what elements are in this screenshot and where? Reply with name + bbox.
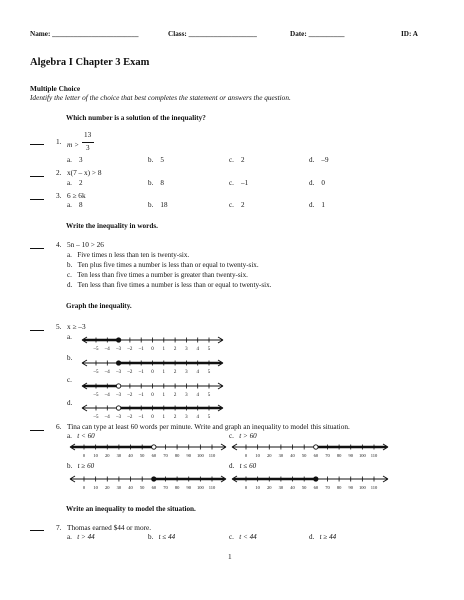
tick-label: 2: [173, 347, 177, 352]
answer-blank-4[interactable]: [30, 248, 44, 249]
tick-label: 50: [139, 485, 145, 490]
tick-label: 30: [278, 453, 284, 458]
tick-label: 40: [290, 485, 295, 490]
q4-option-c[interactable]: c. Ten less than five times a number is greater than twenty-six.: [67, 271, 248, 279]
tick-label: 10: [255, 453, 260, 458]
tick-label: 4: [196, 415, 199, 420]
tick-label: 5: [207, 393, 211, 398]
q1-option-b[interactable]: b. 5: [148, 156, 164, 164]
question-3-text: 6 ≥ 6k: [67, 191, 86, 200]
date-label: Date: __________: [290, 30, 345, 38]
tick-label: –2: [127, 347, 133, 352]
tick-label: 30: [116, 453, 122, 458]
name-label: Name: ________________________: [30, 30, 139, 38]
tick-label: 80: [174, 453, 180, 458]
id-label: ID: A: [401, 30, 418, 38]
tick-label: 2: [173, 393, 177, 398]
tick-label: 40: [128, 485, 133, 490]
answer-blank-5[interactable]: [30, 330, 44, 331]
tick-label: 4: [196, 347, 199, 352]
tick-label: 20: [105, 485, 110, 490]
q4-option-d[interactable]: d. Ten less than five times a number is less than or equal to twenty-six.: [67, 281, 272, 289]
tick-label: 0: [244, 453, 248, 458]
tick-label: 0: [82, 485, 86, 490]
fraction-bar: [82, 142, 94, 143]
q7-option-a[interactable]: a. t > 44: [67, 533, 95, 541]
tick-label: 100: [196, 485, 204, 490]
tick-label: 80: [174, 485, 180, 490]
q1-option-d[interactable]: d. –9: [309, 156, 329, 164]
tick-label: –3: [116, 370, 122, 375]
tick-label: 110: [208, 453, 216, 458]
section-type: Multiple Choice: [30, 84, 81, 93]
tick-label: 5: [207, 347, 211, 352]
q7-option-c[interactable]: c. t < 44: [229, 533, 257, 541]
page-number: 1: [228, 552, 232, 561]
tick-label: 100: [196, 453, 204, 458]
tick-label: 90: [186, 485, 191, 490]
tick-label: 4: [196, 393, 199, 398]
tick-label: 5: [207, 370, 211, 375]
question-7-text: Thomas earned $44 or more.: [67, 523, 152, 532]
tick-label: 1: [162, 393, 166, 398]
question-number-2: 2.: [56, 168, 62, 177]
question-4-text: 5n – 10 > 26: [67, 240, 104, 249]
tick-label: 110: [370, 485, 378, 490]
tick-label: –4: [104, 415, 110, 420]
tick-label: 50: [139, 453, 145, 458]
closed-point: [116, 338, 120, 342]
q3-option-b[interactable]: b. 18: [148, 201, 168, 209]
tick-label: 0: [151, 415, 154, 420]
answer-blank-6[interactable]: [30, 430, 44, 431]
tick-label: 10: [93, 453, 98, 458]
tick-label: 10: [255, 485, 260, 490]
q7-option-b[interactable]: b. t ≤ 44: [148, 533, 176, 541]
tick-label: –1: [138, 347, 144, 352]
q6-option-b[interactable]: b. t ≥ 60: [67, 462, 95, 470]
tick-label: 60: [151, 485, 157, 490]
tick-label: 60: [313, 453, 319, 458]
instructions: Identify the letter of the choice that best completes the statement or answers the question.: [30, 93, 291, 102]
open-point: [116, 406, 120, 410]
tick-label: –5: [93, 370, 99, 375]
tick-label: 90: [348, 453, 353, 458]
tick-label: 100: [358, 453, 366, 458]
tick-label: 40: [290, 453, 295, 458]
tick-label: 70: [163, 485, 168, 490]
tick-label: 1: [162, 415, 166, 420]
tick-label: –4: [104, 347, 110, 352]
tick-label: 20: [105, 453, 110, 458]
tick-label: –3: [116, 393, 122, 398]
section-heading-2: Write the inequality in words.: [66, 222, 158, 230]
tick-label: 110: [370, 453, 378, 458]
open-point: [314, 445, 318, 449]
closed-point: [152, 477, 156, 481]
question-number-6: 6.: [56, 422, 62, 431]
question-1-lhs: m >: [67, 140, 80, 149]
tick-label: 60: [313, 485, 319, 490]
q4-option-b[interactable]: b. Ten plus five times a number is less than or equal to twenty-six.: [67, 261, 259, 269]
tick-label: 10: [93, 485, 98, 490]
tick-label: 4: [196, 370, 199, 375]
q5-number-line-b: [80, 356, 225, 378]
tick-label: 0: [151, 347, 154, 352]
q4-option-a[interactable]: a. Five times n less than ten is twenty-six.: [67, 251, 190, 259]
tick-label: 30: [278, 485, 284, 490]
q5-number-line-c: [80, 379, 225, 401]
tick-label: –5: [93, 393, 99, 398]
q7-option-d[interactable]: d. t ≥ 44: [309, 533, 337, 541]
tick-label: 20: [267, 453, 272, 458]
tick-label: 110: [208, 485, 216, 490]
tick-label: 80: [336, 453, 342, 458]
q1-option-c[interactable]: c. 2: [229, 156, 245, 164]
tick-label: 1: [162, 370, 166, 375]
tick-label: 5: [207, 415, 211, 420]
tick-label: 70: [325, 453, 330, 458]
q5-option-c[interactable]: c.: [67, 376, 72, 384]
tick-label: 70: [163, 453, 168, 458]
q3-option-d[interactable]: d. 1: [309, 201, 325, 209]
tick-label: 0: [244, 485, 248, 490]
closed-point: [314, 477, 318, 481]
section-heading-3: Graph the inequality.: [66, 302, 132, 310]
tick-label: 0: [82, 453, 86, 458]
answer-blank-3[interactable]: [30, 199, 44, 200]
tick-label: 2: [173, 415, 177, 420]
tick-label: 20: [267, 485, 272, 490]
tick-label: –2: [127, 370, 133, 375]
q2-option-c[interactable]: c. –1: [229, 179, 249, 187]
tick-label: –3: [116, 347, 122, 352]
tick-label: 50: [301, 453, 307, 458]
exam-title: Algebra I Chapter 3 Exam: [30, 57, 150, 68]
tick-label: 90: [186, 453, 191, 458]
q6-number-line-a: [68, 440, 228, 462]
tick-label: 60: [151, 453, 157, 458]
answer-blank-7[interactable]: [30, 530, 44, 531]
q2-option-d[interactable]: d. 0: [309, 179, 325, 187]
fraction-numerator: 13: [84, 131, 92, 139]
tick-label: 0: [151, 370, 154, 375]
tick-label: 3: [185, 347, 188, 352]
q5-number-line-a: [80, 333, 225, 355]
tick-label: –2: [127, 415, 133, 420]
tick-label: 50: [301, 485, 307, 490]
tick-label: –5: [93, 415, 99, 420]
open-point: [116, 384, 120, 388]
answer-blank-2[interactable]: [30, 176, 44, 177]
q6-option-a[interactable]: a. t < 60: [67, 432, 95, 440]
q6-number-line-b: [68, 472, 228, 494]
tick-label: –5: [93, 347, 99, 352]
tick-label: 3: [185, 393, 188, 398]
question-number-5: 5.: [56, 322, 62, 331]
question-number-1: 1.: [56, 137, 62, 146]
q6-option-c[interactable]: c. t > 60: [229, 432, 257, 440]
q5-option-d[interactable]: d.: [67, 399, 73, 407]
tick-label: –2: [127, 393, 133, 398]
tick-label: 40: [128, 453, 133, 458]
tick-label: 3: [185, 415, 188, 420]
tick-label: 80: [336, 485, 342, 490]
q5-number-line-d: [80, 401, 225, 423]
section-heading-1: Which number is a solution of the inequality?: [66, 114, 206, 122]
q6-number-line-c: [230, 440, 390, 462]
section-heading-4: Write an inequality to model the situation.: [66, 505, 196, 513]
q3-option-c[interactable]: c. 2: [229, 201, 245, 209]
tick-label: 100: [358, 485, 366, 490]
q6-number-line-d: [230, 472, 390, 494]
tick-label: 3: [185, 370, 188, 375]
tick-label: 2: [173, 370, 177, 375]
tick-label: –1: [138, 393, 144, 398]
question-number-3: 3.: [56, 191, 62, 200]
q3-option-a[interactable]: a. 8: [67, 201, 83, 209]
open-point: [152, 445, 156, 449]
tick-label: –3: [116, 415, 122, 420]
q2-option-b[interactable]: b. 8: [148, 179, 164, 187]
question-5-text: x ≥ –3: [67, 322, 86, 331]
tick-label: 1: [162, 347, 166, 352]
question-number-4: 4.: [56, 240, 62, 249]
q5-option-b[interactable]: b.: [67, 354, 73, 362]
q5-option-a[interactable]: a.: [67, 333, 72, 341]
closed-point: [116, 361, 120, 365]
fraction-denominator: 3: [86, 144, 90, 152]
question-2-text: x(7 – x) > 8: [67, 168, 102, 177]
tick-label: –4: [104, 370, 110, 375]
tick-label: 0: [151, 393, 154, 398]
tick-label: 30: [116, 485, 122, 490]
tick-label: –4: [104, 393, 110, 398]
tick-label: 90: [348, 485, 353, 490]
answer-blank-1[interactable]: [30, 144, 44, 145]
tick-label: –1: [138, 415, 144, 420]
q1-option-a[interactable]: a. 3: [67, 156, 83, 164]
question-6-text: Tina can type at least 60 words per minute. Write and graph an inequality to model this situation.: [67, 422, 350, 431]
class-label: Class: ___________________: [168, 30, 257, 38]
tick-label: 70: [325, 485, 330, 490]
tick-label: –1: [138, 370, 144, 375]
q2-option-a[interactable]: a. 2: [67, 179, 83, 187]
question-number-7: 7.: [56, 523, 62, 532]
q6-option-d[interactable]: d. t ≤ 60: [229, 462, 257, 470]
